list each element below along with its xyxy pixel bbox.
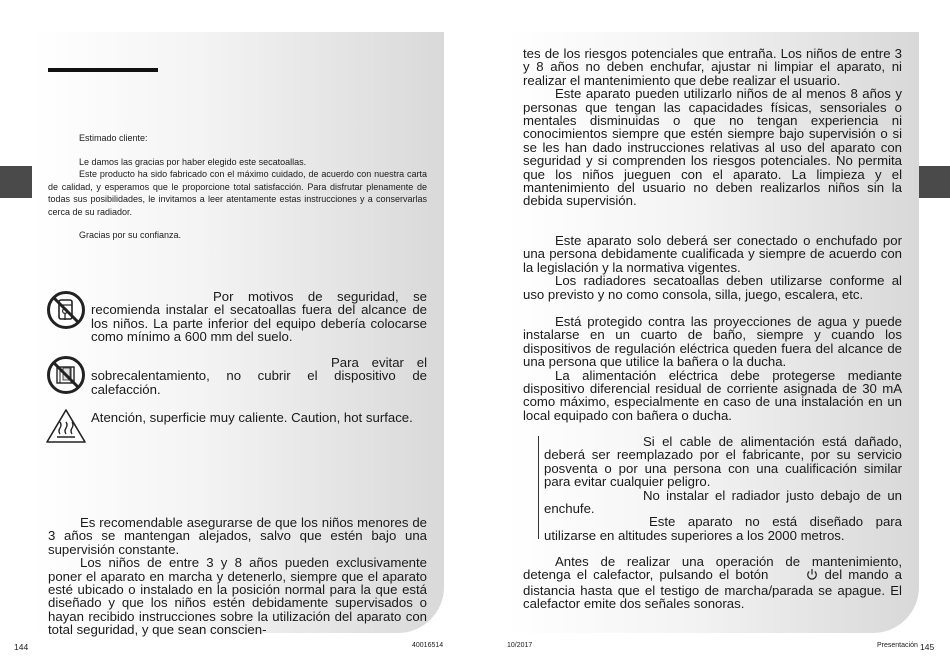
confidence-line: Gracias por su confianza. [79,230,182,240]
usage-paragraph: Los radiadores secatoallas deben utilizarse conforme al uso previsto y no como consola, silla, juego, escalera, etc. [523,273,902,302]
right-page-number: 145 [920,642,935,652]
right-block-3 [523,315,902,422]
child-prohibited-icon [46,290,86,335]
hot-surface-icon [45,408,87,449]
left-thumb-tab [0,166,32,198]
document-date: 10/2017 [507,642,533,649]
continuation-paragraph: tes de los riesgos potenciales que entraña. Los niños de entre 3 y 8 años no deben enchufar, ajustar ni limpiar el aparato, ni realizar el mantenimiento que debe realizar el usuario. [523,46,902,88]
altitude-warning: Este aparato no está diseñado para utilizarse en altitudes superiores a los 2000 metros. [544,514,902,543]
hot-surface-text: Atención, superficie muy caliente. Caution, hot surface. [91,410,413,425]
cable-warning: Si el cable de alimentación está dañado, deberá ser reemplazado por el fabricante, por su servicio posventa o por una persona con una cualificación similar para evitar cualquier peligro. [544,434,902,490]
children-section [48,516,427,637]
thanks-line: Le damos las gracias por haber elegido este secatoallas. [79,157,307,167]
right-thumb-tab [919,166,950,198]
safety-install-text: Por motivos de seguridad, se recomienda instalar el secatoallas fuera del alcance de los niños. La parte inferior del equipo debería colocarse como mínimo a 600 mm del suelo. [91,289,427,345]
children-p1: Es recomendable asegurarse de que los niños menores de 3 años se mantengan alejados, salvo que estén bajo una supervisión constante. [48,515,427,557]
left-page-number: 144 [14,642,29,652]
title-rule [48,68,158,72]
intro-paragraph: Este producto ha sido fabricado con el máximo cuidado, de acuerdo con nuestra carta de calidad, y esperamos que le proporcione total satisfacción. Para disfrutar plenamente de todas sus posibilidades, le invitamos a leer atentamente estas instrucciones y a conservarlas cerca de su radiador. [48,169,427,217]
greeting: Estimado cliente: [79,133,148,143]
water-paragraph: Está protegido contra las proyecciones de agua y puede instalarse en un cuarto de baño, siempre y cuando los dispositivos de regulación eléctrica queden fuera del alcance de una persona que utilice la bañera o la ducha. [523,314,902,370]
right-block-2 [523,234,902,301]
warning-block [544,435,902,542]
over8-paragraph: Este aparato pueden utilizarlo niños de al menos 8 años y personas que tengan las capacidades físicas, sensoriales o mentales disminuidas o que no tengan experiencia ni conocimientos siempre que estén siempre bajo supervisión o si se les han dado instrucciones relativas al uso del aparato con seguridad y si comprenden los riesgos potenciales. No permita que los niños jueguen con el aparato. La limpieza y el mantenimiento del usuario no deben realizarlos niños sin la debida supervisión. [523,86,902,209]
on-off-icon [774,568,818,583]
warning-margin-bar [538,436,539,539]
rcd-paragraph: La alimentación eléctrica debe protegerse mediante dispositivo diferencial residual de corriente asignada de 30 mA como máximo, especialmente en caso de una instalación en un local equipado con bañera o ducha. [523,367,902,423]
maintenance-text-b: del mando a distancia hasta que el testigo de marcha/parada se apague. El calefactor emite dos señales sonoras. [523,567,902,612]
qualified-paragraph: Este aparato solo deberá ser conectado o enchufado por una persona debidamente cualificada y siempre de acuerdo con la legislación y la normativa vigentes. [523,233,902,275]
no-cover-icon [46,355,86,400]
section-label: Presentación [877,642,918,649]
children-p2: Los niños de entre 3 y 8 años pueden exclusivamente poner el aparato en marcha y detenerlo, siempre que el aparato esté ubicado o instalado en la posición normal para la que está diseñado y que los niños estén debidamente supervisados o hayan recibido instrucciones sobre la utilización del aparato con total seguridad, y que sean conscien- [48,555,427,638]
maintenance-paragraph [523,555,902,611]
document-code: 40016514 [412,642,444,649]
no-cover-text: Para evitar el sobrecalentamiento, no cubrir el dispositivo de calefacción. [91,355,427,397]
socket-warning: No instalar el radiador justo debajo de un enchufe. [544,487,902,517]
maintenance-text-a: Antes de realizar una operación de mantenimiento, detenga el calefactor, pulsando el botón [523,554,902,583]
right-block-1 [523,47,902,208]
